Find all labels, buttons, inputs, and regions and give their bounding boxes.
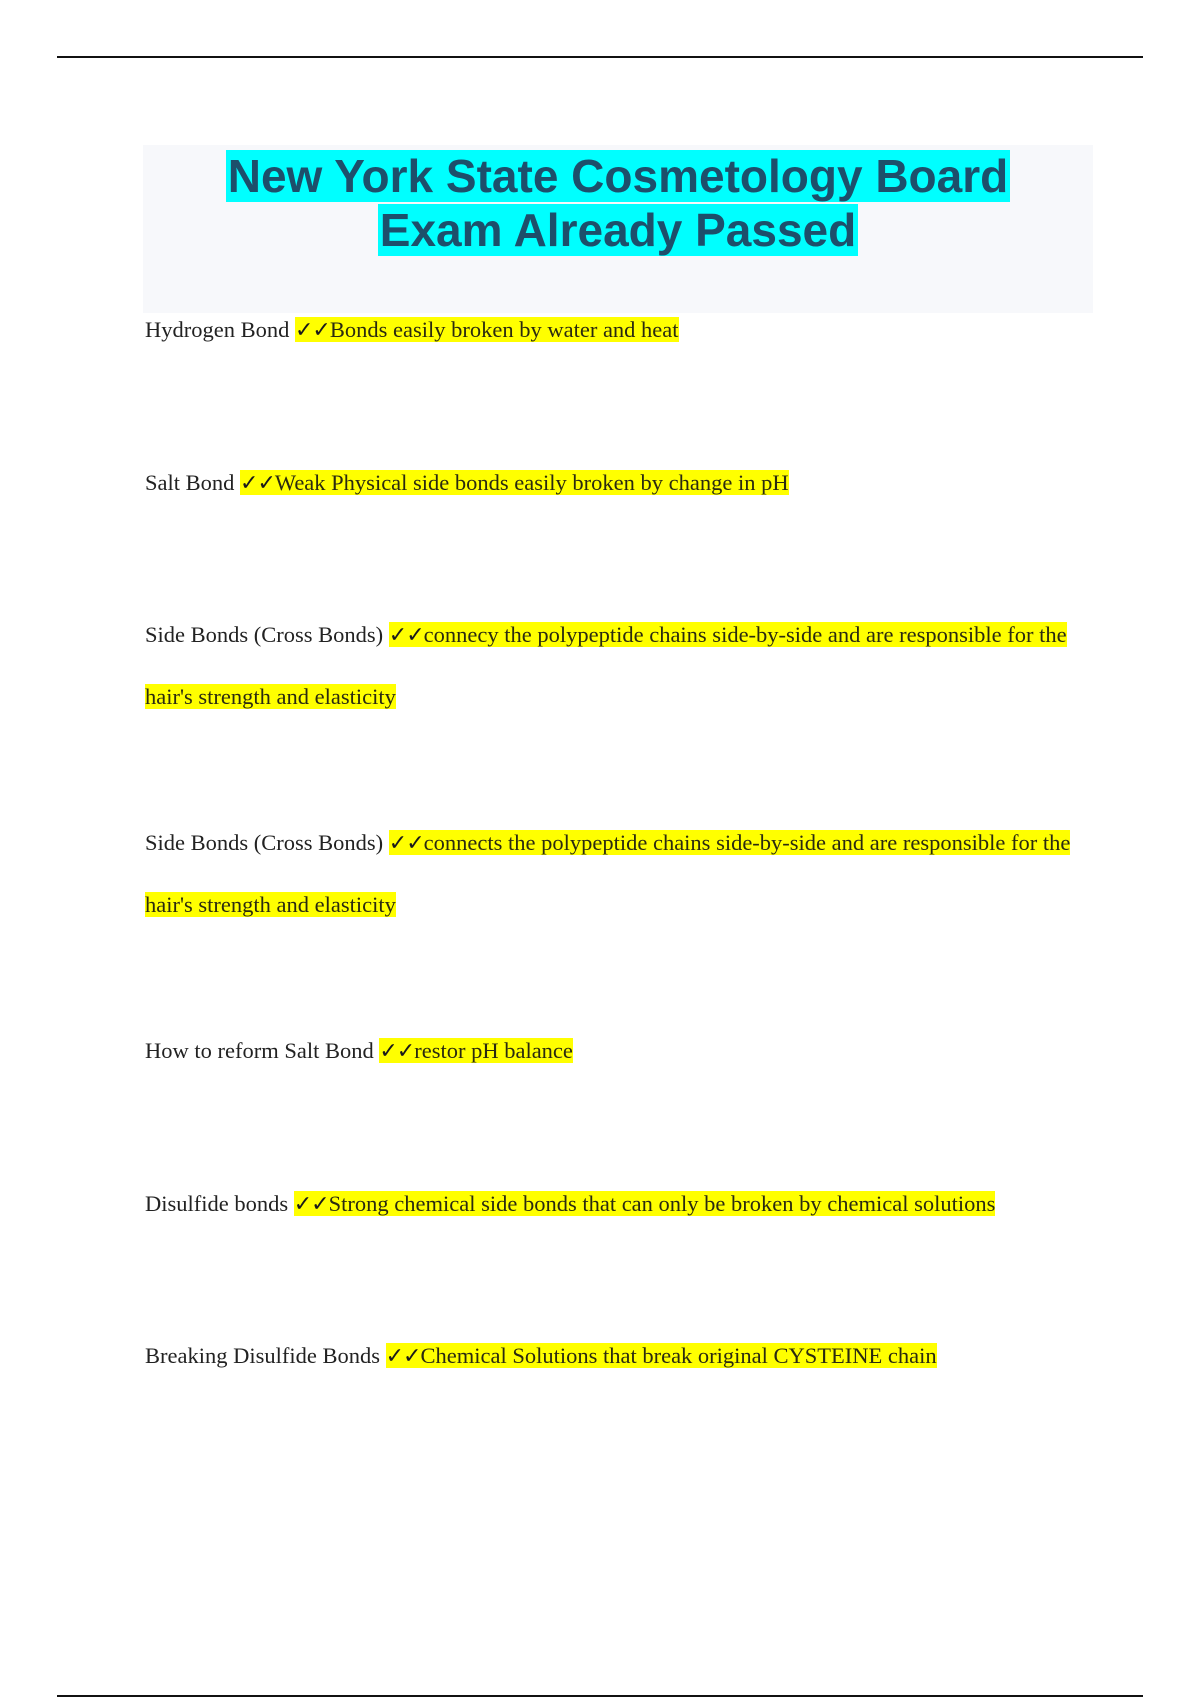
entry-answer (240, 470, 789, 495)
entry-term: Hydrogen Bond (145, 317, 290, 342)
list-item (145, 812, 1075, 935)
entry-answer-text: restor pH balance (414, 1038, 573, 1063)
entry-term: Side Bonds (Cross Bonds) (145, 622, 384, 647)
list-item (145, 604, 1075, 727)
check-icon: ✓✓ (385, 1344, 421, 1369)
entry-answer (294, 1191, 996, 1216)
entry-term: Salt Bond (145, 470, 235, 495)
entry-answer (379, 1038, 573, 1063)
list-item (145, 299, 1075, 361)
title-block (143, 145, 1093, 313)
entry-answer-text: connecy the polypeptide chains side-by-side and are responsible for the hair's strength and elasticity (145, 622, 1067, 709)
check-icon: ✓✓ (295, 318, 330, 343)
check-icon: ✓✓ (379, 1039, 415, 1064)
check-icon: ✓✓ (240, 471, 275, 496)
check-icon: ✓✓ (293, 1192, 329, 1217)
entry-answer (386, 1343, 937, 1368)
entry-term: How to reform Salt Bond (145, 1038, 374, 1063)
entry-term: Breaking Disulfide Bonds (145, 1343, 380, 1368)
entry-term: Side Bonds (Cross Bonds) (145, 830, 384, 855)
title-line-2: Exam Already Passed (379, 204, 857, 256)
document-title (143, 145, 1093, 257)
list-item (145, 1173, 1075, 1235)
list-item (145, 1325, 1075, 1387)
top-rule (57, 56, 1143, 58)
entry-term: Disulfide bonds (145, 1191, 289, 1216)
entry-answer-text: Strong chemical side bonds that can only be broken by chemical solutions (328, 1191, 996, 1216)
check-icon: ✓✓ (388, 831, 424, 856)
entry-answer (295, 317, 679, 342)
entry-answer-text: connects the polypeptide chains side-by-side and are responsible for the hair's strength and elasticity (145, 830, 1071, 917)
entry-answer-text: Weak Physical side bonds easily broken by change in pH (274, 470, 789, 495)
title-line-1: New York State Cosmetology Board (227, 150, 1009, 202)
entry-answer-text: Chemical Solutions that break original CYSTEINE chain (420, 1343, 937, 1368)
bottom-rule (57, 1695, 1143, 1697)
list-item (145, 1020, 1075, 1082)
check-icon: ✓✓ (388, 623, 424, 648)
list-item (145, 452, 1075, 514)
entry-answer-text: Bonds easily broken by water and heat (329, 317, 679, 342)
